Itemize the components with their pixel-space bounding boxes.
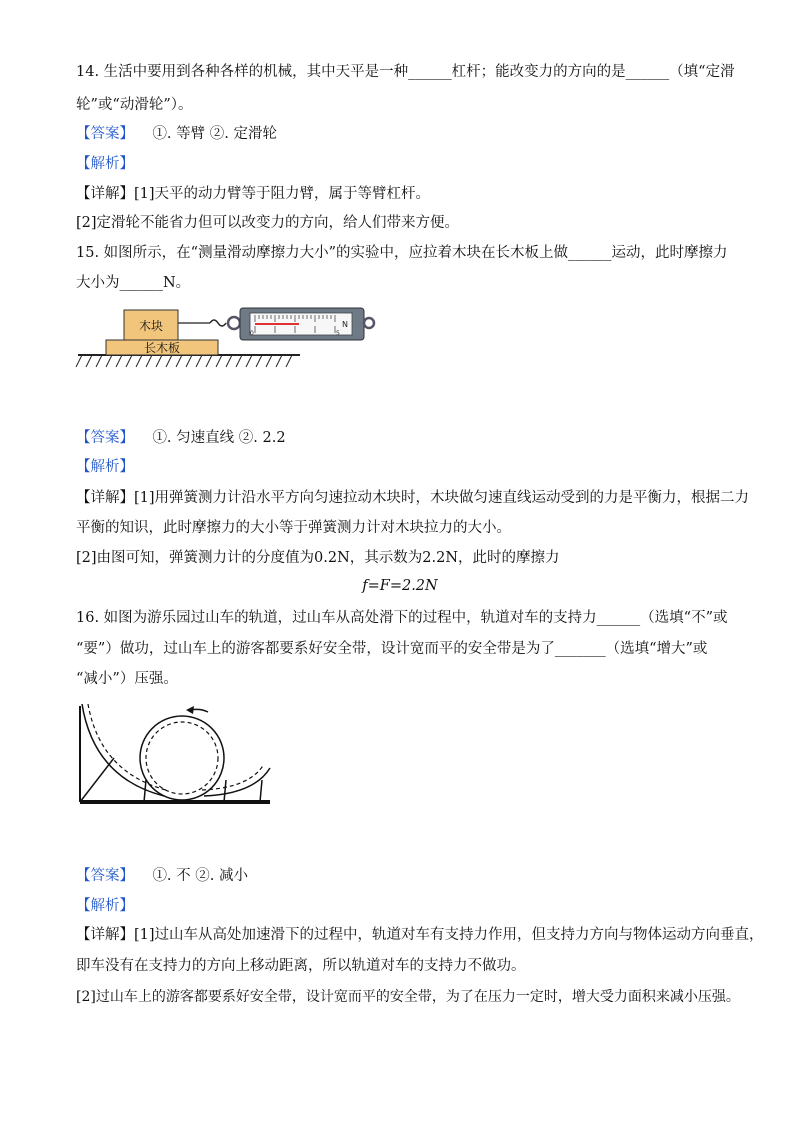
descent-track-outer [82, 704, 164, 796]
support-1 [80, 758, 114, 802]
q15-formula: f=F=2.2N [362, 578, 438, 594]
answer-text: ①. 等臂 ②. 定滑轮 [152, 126, 277, 142]
ground-hatching [76, 355, 300, 367]
answer-text: ①. 不 ②. 减小 [152, 868, 248, 884]
support-3 [224, 780, 226, 802]
answer-label: 【答案】 [76, 430, 134, 446]
exit-track-inner [202, 764, 264, 790]
q15-stem-line2: 大小为______N。 [76, 275, 191, 291]
q16-stem-line3: “减小”）压强。 [76, 671, 178, 687]
scale-end-label: 5 [336, 330, 340, 337]
q15-detail2: [2]由图可知，弹簧测力计的分度值为0.2N，其示数为2.2N，此时的摩擦力 [76, 550, 560, 566]
answer-label: 【答案】 [76, 126, 134, 142]
scale-end-ring [364, 318, 374, 328]
q15-answer [76, 428, 286, 448]
hook-ring [228, 317, 240, 329]
q14-detail2: [2]定滑轮不能省力但可以改变力的方向，给人们带来方便。 [76, 215, 460, 231]
q14-stem-line1: 14. 生活中要用到各种各样的机械，其中天平是一种______杠杆；能改变力的方向的是______（填“定滑 [76, 64, 735, 80]
q16-answer [76, 866, 248, 886]
q15-stem-line1: 15. 如图所示，在“测量滑动摩擦力大小”的实验中，应拉着木块在长木板上做______运动，此时摩擦力 [76, 245, 728, 261]
q16-detail1b: 即车没有在支持力的方向上移动距离，所以轨道对车的支持力不做功。 [76, 958, 526, 974]
detail-text: [1]天平的动力臂等于阻力臂，属于等臂杠杆。 [134, 186, 431, 202]
scale-start-label: 0 [250, 330, 254, 337]
detail-label: 【详解】 [76, 927, 134, 943]
detail-text: [1]用弹簧测力计沿水平方向匀速拉动木块时，木块做匀速直线运动受到的力是平衡力，根据二力 [134, 490, 750, 506]
loop-inner [146, 722, 218, 794]
q16-stem-line1: 16. 如图为游乐园过山车的轨道，过山车从高处滑下的过程中，轨道对车的支持力______（选填“不”或 [76, 610, 728, 626]
board-label: 长木板 [143, 341, 181, 355]
q16-detail1 [76, 925, 764, 945]
answer-text: ①. 匀速直线 ②. 2.2 [152, 430, 286, 446]
scale-unit: N [342, 320, 348, 329]
loop-outer [140, 716, 224, 800]
q15-detail1 [76, 488, 749, 508]
detail-label: 【详解】 [76, 186, 134, 202]
exit-track-outer [204, 768, 270, 796]
q16-detail2: [2]过山车上的游客都要系好安全带，设计宽而平的安全带，为了在压力一定时，增大受力面积来减小压强。 [76, 989, 740, 1005]
q15-analysis-label: 【解析】 [76, 459, 134, 475]
support-2 [144, 780, 146, 802]
detail-text: [1]过山车从高处加速滑下的过程中，轨道对车有支持力作用，但支持力方向与物体运动方向垂直， [134, 927, 764, 943]
block-label: 木块 [138, 319, 164, 333]
q16-analysis-label: 【解析】 [76, 898, 134, 914]
answer-label: 【答案】 [76, 868, 134, 884]
q15-detail1b: 平衡的知识，此时摩擦力的大小等于弹簧测力计对木块拉力的大小。 [76, 520, 511, 536]
q14-detail1 [76, 184, 430, 204]
detail-label: 【详解】 [76, 490, 134, 506]
q15-friction-figure [74, 300, 384, 376]
q16-roller-coaster-figure [74, 698, 274, 808]
q14-answer [76, 124, 277, 144]
support-4 [260, 780, 262, 802]
q14-stem-line2: 轮”或“动滑轮”）。 [76, 97, 193, 113]
q16-stem-line2: “要”）做功，过山车上的游客都要系好安全带，设计宽而平的安全带是为了_______（选填“增大”或 [76, 641, 708, 657]
hook [210, 320, 226, 326]
q14-analysis-label: 【解析】 [76, 156, 134, 172]
